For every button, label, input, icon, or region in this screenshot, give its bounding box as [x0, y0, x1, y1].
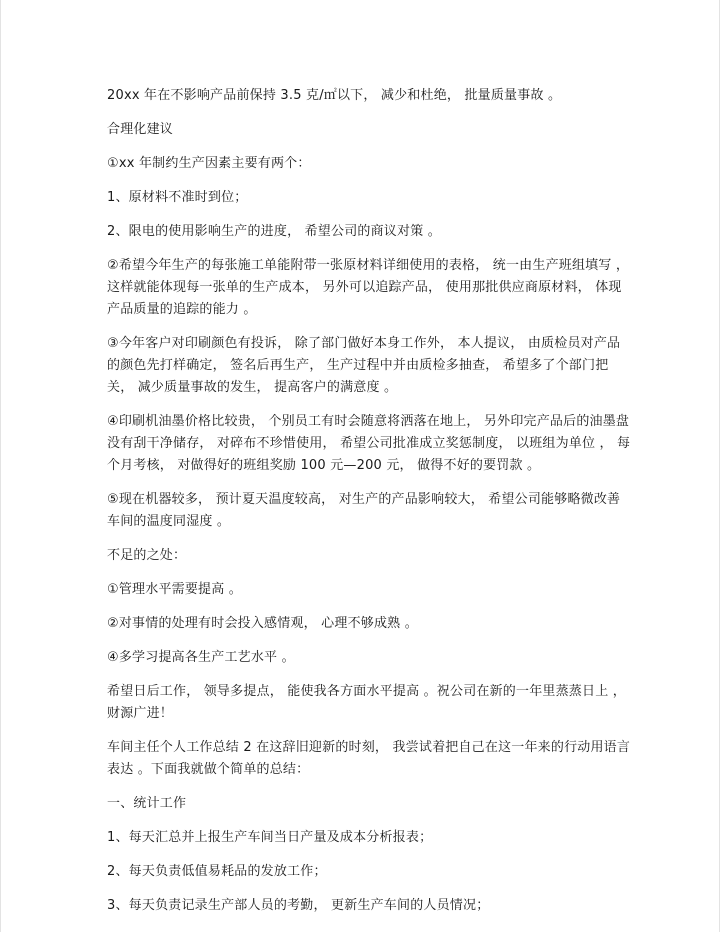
paragraph-color-complaints: ③今年客户对印刷颜色有投诉， 除了部门做好本身工作外， 本人提议， 由质检员对产品的颜色先打样确定， 签名后再生产， 生产过程中并由质检多抽查， 希望多了个部门把关， 减少质量事故的发生， 提高客户的满意度 。	[107, 336, 621, 395]
heading-rationalization-suggestions: 合理化建议	[107, 122, 174, 137]
paragraph-learn-craft: ④多学习提高各生产工艺水平 。	[107, 650, 295, 665]
paragraph-power-limit: 2、限电的使用影响生产的进度， 希望公司的商议对策 。	[107, 224, 441, 239]
paragraph-raw-material: 1、原材料不准时到位；	[107, 190, 248, 205]
paragraph-temperature: ⑤现在机器较多， 预计夏天温度较高， 对生产的产品影响较大， 希望公司能够略微改善车间的温度同湿度 。	[107, 492, 621, 529]
heading-statistics-work: 一、统计工作	[107, 796, 187, 811]
paragraph-attendance: 3、每天负责记录生产部人员的考勤， 更新生产车间的人员情况；	[107, 898, 490, 913]
document-body	[107, 85, 631, 917]
paragraph-quality-target: 20xx 年在不影响产品前保持 3.5 克/㎡以下， 减少和杜绝， 批量质量事故 。	[107, 88, 562, 103]
paragraph-management-level: ①管理水平需要提高 。	[107, 582, 242, 597]
paragraph-daily-report: 1、每天汇总并上报生产车间当日产量及成本分析报表；	[107, 830, 433, 845]
paragraph-closing-wishes: 希望日后工作， 领导多提点， 能使我各方面水平提高 。祝公司在新的一年里蒸蒸日上 ， 财源广进！	[107, 684, 626, 721]
paragraph-emotional-handling: ②对事情的处理有时会投入感情观， 心理不够成熟 。	[107, 616, 418, 631]
paragraph-ink-cost: ④印刷机油墨价格比较贵， 个别员工有时会随意将洒落在地上， 另外印完产品后的油墨盘没有刮干净储存， 对碎布不珍惜使用， 希望公司批准成立奖惩制度， 以班组为单位 ， 每个月考核， 对做得好的班组奖励 100 元—200 元， 做得不好的要罚款 。	[107, 414, 631, 473]
paragraph-material-form: ②希望今年生产的每张施工单能附带一张原材料详细使用的表格， 统一由生产班组填写 ，这样就能体现每一张单的生产成本， 另外可以追踪产品， 使用那批供应商原材料， 体现产品质量的追踪的能力 。	[107, 258, 630, 317]
paragraph-consumables: 2、每天负责低值易耗品的发放工作；	[107, 864, 327, 879]
heading-shortcomings: 不足的之处：	[107, 548, 187, 563]
paragraph-constraints-intro: ①xx 年制约生产因素主要有两个：	[107, 156, 311, 171]
paragraph-summary-2-intro: 车间主任个人工作总结 2 在这辞旧迎新的时刻， 我尝试着把自己在这一年来的行动用语言表达 。下面我就做个简单的总结：	[107, 740, 631, 777]
